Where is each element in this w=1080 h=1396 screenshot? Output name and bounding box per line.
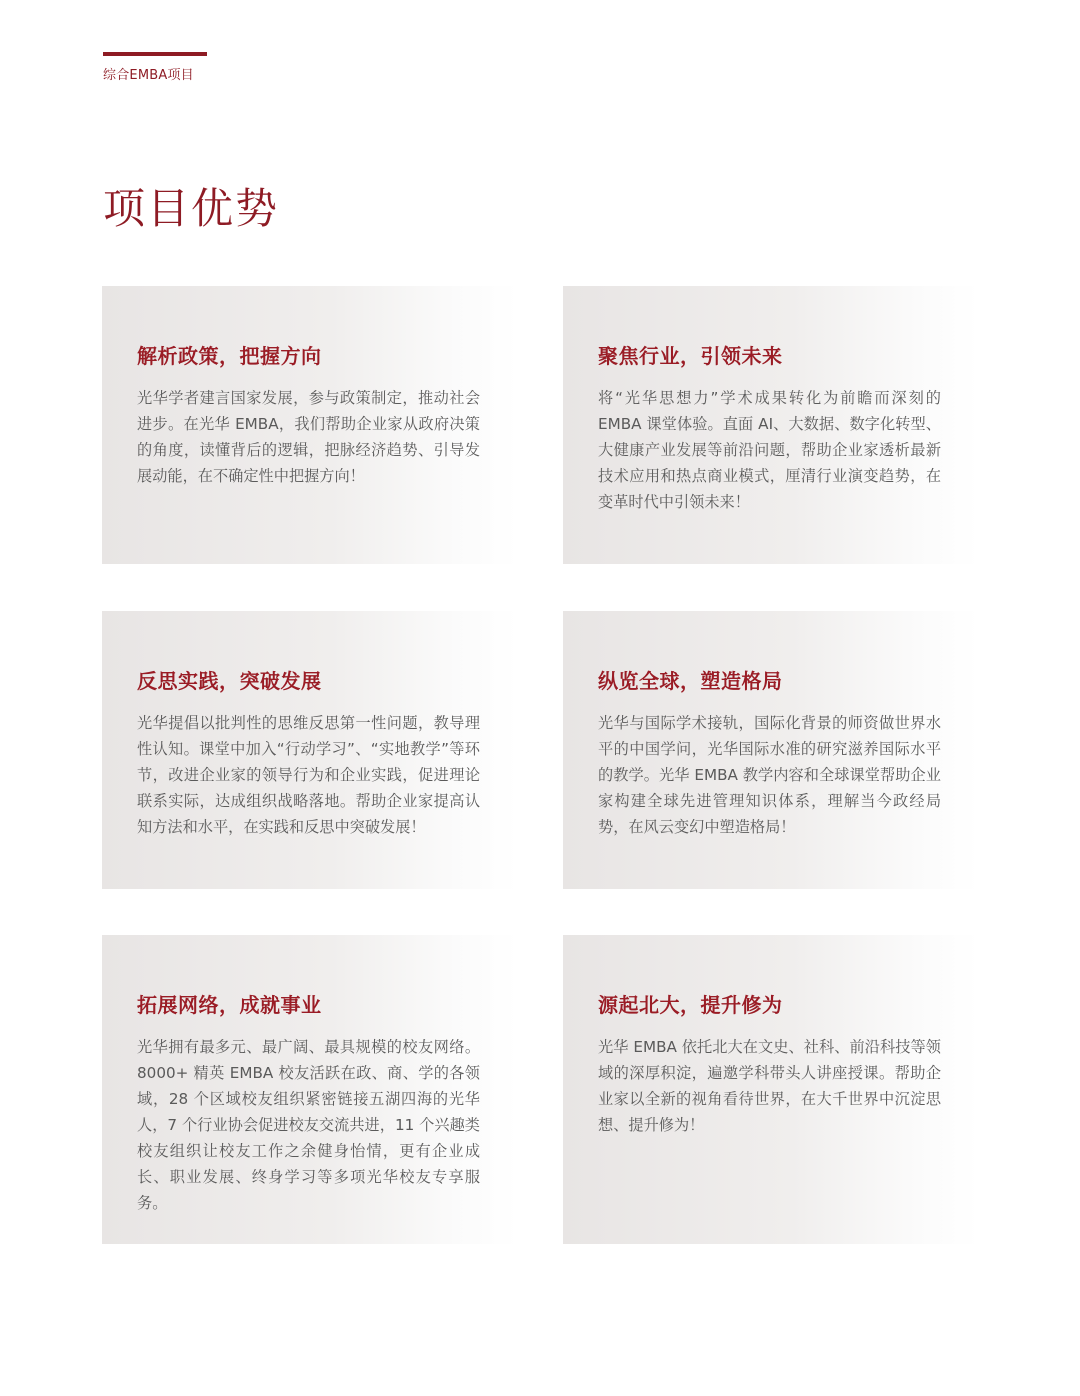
advantage-card-industry xyxy=(563,286,979,564)
card-title: 纵览全球，塑造格局 xyxy=(598,669,783,693)
advantage-card-practice xyxy=(102,611,518,889)
card-body: 将“光华思想力”学术成果转化为前瞻而深刻的 EMBA 课堂体验。直面 AI、大数据、数字化转型、大健康产业发展等前沿问题，帮助企业家透析最新技术应用和热点商业模式，厘清行业演变趋势，在变革时代中引领未来！ xyxy=(598,389,941,511)
card-body: 光华 EMBA 依托北大在文史、社科、前沿科技等领域的深厚积淀，遍邀学科带头人讲座授课。帮助企业家以全新的视角看待世界，在大千世界中沉淀思想、提升修为！ xyxy=(598,1038,941,1134)
section-label: 综合EMBA项目 xyxy=(103,68,194,83)
advantage-card-pku xyxy=(563,935,979,1244)
card-title: 源起北大，提升修为 xyxy=(598,993,783,1017)
advantage-card-network xyxy=(102,935,518,1244)
page-title: 项目优势 xyxy=(103,184,280,233)
advantage-card-global xyxy=(563,611,979,889)
card-title: 聚焦行业，引领未来 xyxy=(598,344,783,368)
card-body: 光华拥有最多元、最广阔、最具规模的校友网络。8000+ 精英 EMBA 校友活跃在政、商、学的各领域，28 个区域校友组织紧密链接五湖四海的光华人，7 个行业协会促进校友交流共进，11 个兴趣类校友组织让校友工作之余健身怡情，更有企业成长、职业发展、终身学习等多项光华校友专享服务。 xyxy=(137,1038,480,1212)
card-body: 光华学者建言国家发展，参与政策制定，推动社会进步。在光华 EMBA，我们帮助企业家从政府决策的角度，读懂背后的逻辑，把脉经济趋势、引导发展动能，在不确定性中把握方向！ xyxy=(137,389,480,485)
card-body: 光华提倡以批判性的思维反思第一性问题，教导理性认知。课堂中加入“行动学习”、“实地教学”等环节，改进企业家的领导行为和企业实践，促进理论联系实际，达成组织战略落地。帮助企业家提高认知方法和水平，在实践和反思中突破发展！ xyxy=(137,714,480,836)
header-accent-bar xyxy=(103,52,207,56)
advantage-card-policy xyxy=(102,286,518,564)
card-title: 反思实践，突破发展 xyxy=(137,669,322,693)
card-title: 拓展网络，成就事业 xyxy=(137,993,322,1017)
card-body: 光华与国际学术接轨，国际化背景的师资做世界水平的中国学问，光华国际水准的研究滋养国际水平的教学。光华 EMBA 教学内容和全球课堂帮助企业家构建全球先进管理知识体系，理解当今政经局势，在风云变幻中塑造格局！ xyxy=(598,714,941,836)
card-title: 解析政策，把握方向 xyxy=(137,344,322,368)
